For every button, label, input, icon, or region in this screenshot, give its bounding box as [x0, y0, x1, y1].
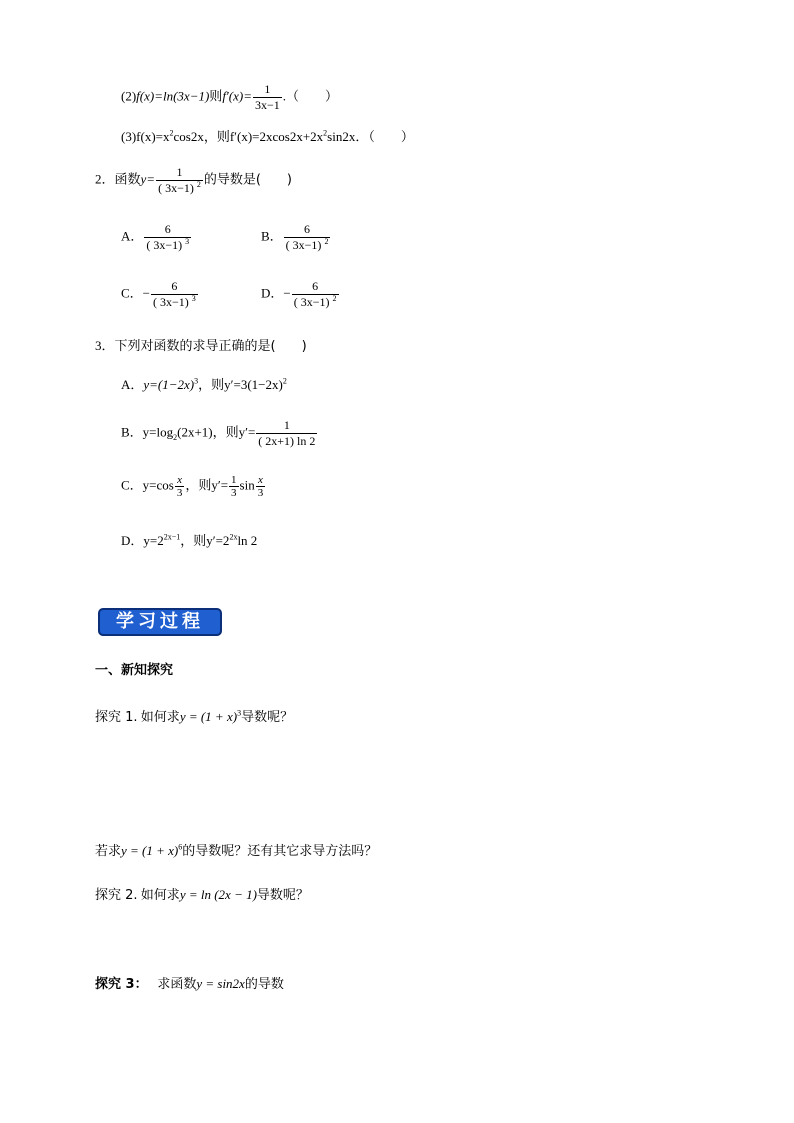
q2-stem-den-wrap — [156, 180, 203, 196]
explore-1b-exp: 6 — [178, 842, 183, 852]
q2-stem-den-exp: 2 — [196, 180, 201, 189]
q3-optC-den2: 3 — [231, 487, 237, 499]
explore-2-label: 探究 2. — [95, 888, 138, 903]
q3-optB-a: y=log — [142, 424, 174, 440]
q3-optC-label: C． — [121, 477, 143, 493]
explore-1b-text-a: 若求 — [95, 844, 122, 859]
q1-item3-text-b: cos2x，则 — [173, 129, 230, 144]
q2-option-b[interactable] — [261, 222, 331, 253]
q3-optC-frac1 — [175, 474, 185, 499]
q3-optB-b: (2x+1)，则y′= — [177, 424, 256, 440]
q3-optC-num1: x — [177, 474, 183, 486]
q2-optD-fraction — [292, 279, 339, 310]
explore-2 — [95, 884, 309, 903]
q2-option-c[interactable] — [121, 279, 199, 310]
explore-1-text-b: 导数呢？ — [241, 710, 294, 725]
q3-optC-b: ，则y′= — [185, 477, 229, 493]
q2-optD-label: D． — [261, 285, 284, 301]
q1-item2-den: 3x−1 — [254, 98, 280, 112]
q3-optD-c: ln 2 — [237, 533, 258, 548]
explore-1-text-a: 如何求 — [140, 710, 180, 725]
q3-optD-b: ，则y′=2 — [180, 533, 230, 548]
q2-optA-label: A． — [121, 228, 144, 244]
q3-optC-num2: 1 — [231, 474, 237, 486]
section-subheading: 一、新知探究 — [95, 663, 174, 678]
explore-2-formula: y = ln (2x − 1) — [179, 887, 257, 902]
q1-item2-fpx: f′(x)= — [222, 88, 252, 104]
q2-stem-fraction — [156, 165, 203, 196]
q3-optD-a: y=2 — [143, 533, 164, 548]
q2-optC-num: 6 — [171, 279, 178, 293]
q2-stem-num: 1 — [176, 165, 183, 179]
q1-item2-label: (2) — [121, 88, 137, 104]
q2-optA-exp: 3 — [185, 237, 190, 246]
q2-optB-den-wrap — [284, 237, 331, 253]
q3-optB-label: B． — [121, 424, 143, 440]
explore-1b — [95, 840, 377, 859]
q3-option-c[interactable] — [121, 474, 266, 499]
q2-optA-den-wrap — [144, 237, 191, 253]
q3-optC-num3: x — [258, 474, 263, 486]
q2-number: 2． — [95, 171, 115, 187]
explore-3 — [95, 973, 284, 992]
q3-option-d[interactable] — [121, 530, 257, 549]
q3-optD-exp1: 2x−1 — [163, 532, 181, 542]
q2-optB-den: ( 3x−1) — [285, 238, 325, 252]
q3-number: 3． — [95, 338, 115, 353]
q2-optB-fraction — [284, 222, 331, 253]
q3-optB-num: 1 — [283, 418, 290, 432]
q2-optB-exp: 2 — [324, 237, 329, 246]
explore-3-text-a: 求函数 — [157, 977, 197, 992]
explore-1-formula: y = (1 + x) — [179, 709, 238, 724]
explore-3-formula: y = sin2x — [196, 976, 245, 991]
q3-stem-text: 下列对函数的求导正确的是( ) — [114, 339, 307, 354]
explore-3-label: 探究 3： — [95, 977, 148, 992]
q3-optD-label: D． — [121, 533, 144, 548]
q3-optC-frac3 — [256, 474, 266, 499]
q3-optB-den: ( 2x+1) ln 2 — [258, 434, 316, 448]
q1-item2-end: .（ ） — [282, 88, 339, 104]
q2-optD-sign: − — [283, 285, 291, 301]
q2-optD-exp: 2 — [332, 294, 337, 303]
q3-optC-den3: 3 — [257, 487, 264, 499]
q1-item3-exp1: 2 — [169, 128, 174, 138]
explore-2-text-a: 如何求 — [140, 888, 180, 903]
explore-1 — [95, 706, 293, 725]
q3-optA-a: y=(1−2x) — [143, 377, 195, 392]
q2-stem-den: ( 3x−1) — [158, 181, 197, 195]
explore-1-label: 探究 1. — [95, 710, 138, 725]
q2-optC-label: C． — [121, 285, 143, 301]
q2-optD-den-wrap — [292, 294, 339, 310]
q2-optC-fraction — [151, 279, 198, 310]
q2-optC-exp: 3 — [191, 294, 196, 303]
section-heading-text: 学习过程 — [116, 611, 204, 632]
q3-optC-a: y=cos — [142, 477, 174, 493]
explore-2-text-b: 导数呢？ — [256, 888, 309, 903]
q2-option-a[interactable] — [121, 222, 192, 253]
q2-optD-den: ( 3x−1) — [293, 295, 333, 309]
q2-stem-y: y= — [140, 171, 156, 187]
q3-option-a[interactable] — [121, 374, 287, 393]
explore-1b-text-b: 的导数呢？还有其它求导方法吗？ — [182, 844, 378, 859]
q1-item2 — [121, 82, 338, 113]
q3-optC-den1: 3 — [176, 487, 183, 499]
section-heading-badge — [98, 608, 222, 636]
q3-optD-exp2: 2x — [229, 532, 238, 542]
q3-optA-exp1: 3 — [194, 376, 199, 386]
explore-1b-formula: y = (1 + x) — [121, 843, 179, 858]
q3-optC-c: sin — [239, 477, 255, 493]
q1-item3-text-a: f(x)=x — [136, 129, 170, 144]
q2-stem-a: 函数 — [114, 172, 141, 188]
q1-item3-label: (3) — [121, 129, 137, 144]
q2-stem — [95, 165, 292, 196]
q3-optA-exp2: 2 — [282, 376, 287, 386]
q2-optA-num: 6 — [164, 222, 171, 236]
explore-3-text-b: 的导数 — [244, 977, 284, 992]
q1-item3 — [121, 126, 414, 145]
q3-option-b[interactable] — [121, 418, 318, 449]
q2-optC-den: ( 3x−1) — [153, 295, 192, 309]
q2-optB-label: B． — [261, 228, 283, 244]
q3-optC-frac2 — [229, 474, 239, 499]
q3-optB-sub: 2 — [173, 433, 178, 443]
q2-option-d[interactable] — [261, 279, 340, 310]
q2-optB-num: 6 — [304, 222, 311, 236]
q1-item2-num: 1 — [264, 82, 271, 96]
q1-item2-fx: f(x)=ln(3x−1) — [136, 88, 210, 104]
q3-optA-label: A． — [121, 377, 144, 392]
q1-item2-then: 则 — [209, 89, 223, 105]
explore-1-exp: 3 — [237, 708, 242, 718]
q2-stem-b: 的导数是( ) — [203, 172, 292, 188]
q1-item3-text-d: sin2x．（ ） — [327, 129, 414, 144]
q3-stem — [95, 335, 307, 354]
q3-optB-fraction — [256, 418, 317, 449]
q1-item3-exp2: 2 — [323, 128, 328, 138]
q2-optA-den: ( 3x−1) — [146, 238, 186, 252]
q2-optC-den-wrap — [151, 294, 198, 310]
q1-item2-fraction — [253, 82, 282, 113]
q1-item3-text-c: f′(x)=2xcos2x+2x — [229, 129, 324, 144]
q2-optC-sign: − — [142, 285, 151, 301]
q3-optA-b: ，则y′=3(1−2x) — [198, 377, 283, 392]
q2-optD-num: 6 — [312, 279, 319, 293]
q2-optA-fraction — [144, 222, 191, 253]
